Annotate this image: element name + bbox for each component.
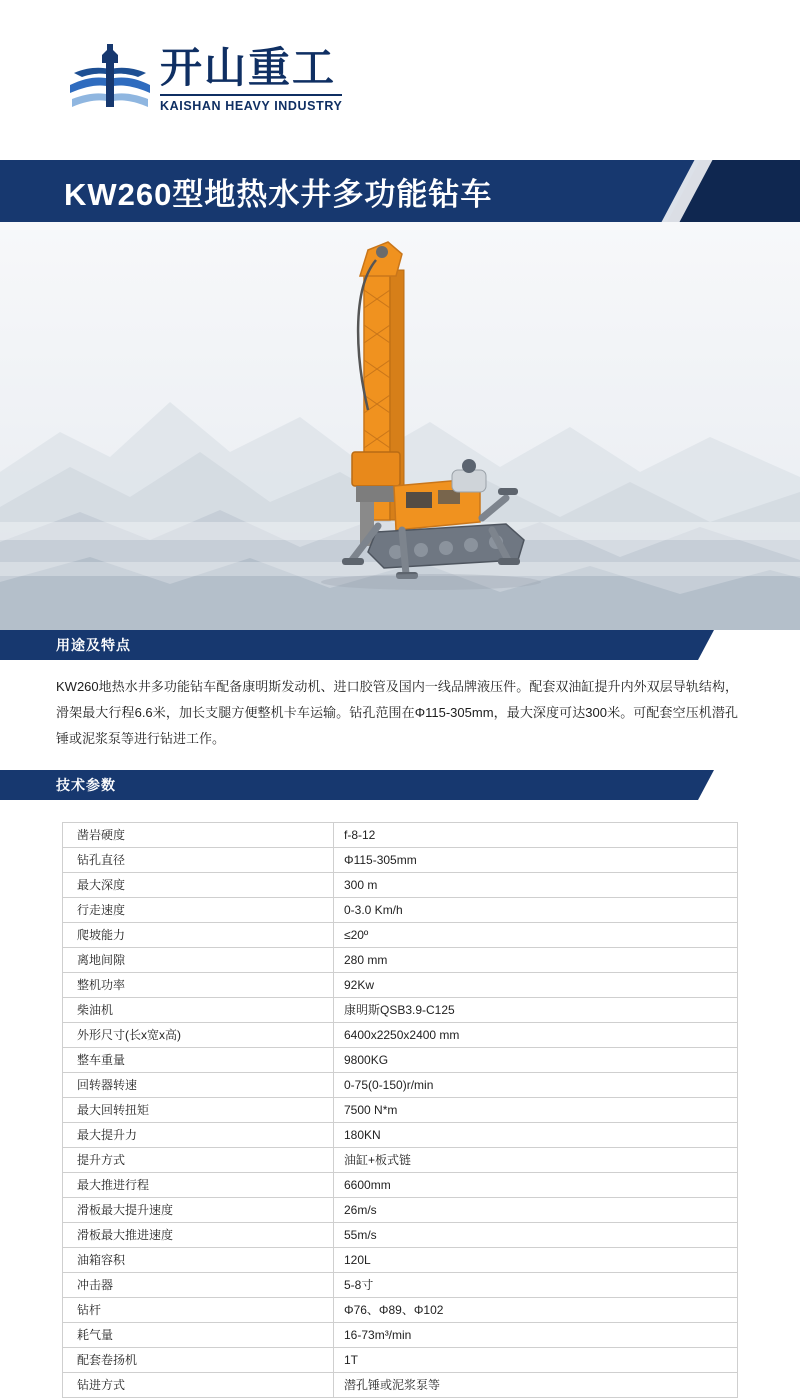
table-row bbox=[63, 1298, 738, 1323]
spec-name-cell: 凿岩硬度 bbox=[63, 823, 334, 848]
product-hero-image bbox=[0, 222, 800, 630]
section-heading-specs bbox=[0, 770, 800, 800]
spec-name-cell: 最大回转扭矩 bbox=[63, 1098, 334, 1123]
spec-value-cell: 92Kw bbox=[334, 973, 738, 998]
spec-value-cell: 6600mm bbox=[334, 1173, 738, 1198]
spec-name-cell: 滑板最大提升速度 bbox=[63, 1198, 334, 1223]
table-row bbox=[63, 1023, 738, 1048]
page-title: KW260型地热水井多功能钻车 bbox=[64, 176, 493, 212]
features-heading-accent-light bbox=[698, 630, 800, 660]
spec-value-cell: 油缸+板式链 bbox=[334, 1148, 738, 1173]
spec-value-cell: f-8-12 bbox=[334, 823, 738, 848]
spec-value-cell: 9800KG bbox=[334, 1048, 738, 1073]
table-row bbox=[63, 1148, 738, 1173]
spec-name-cell: 回转器转速 bbox=[63, 1073, 334, 1098]
spec-name-cell: 配套卷扬机 bbox=[63, 1348, 334, 1373]
spec-name-cell: 离地间隙 bbox=[63, 948, 334, 973]
spec-name-cell: 提升方式 bbox=[63, 1148, 334, 1173]
brand-wordmark bbox=[160, 47, 342, 113]
table-row bbox=[63, 973, 738, 998]
table-row bbox=[63, 948, 738, 973]
table-row bbox=[63, 848, 738, 873]
spec-value-cell: Φ76、Φ89、Φ102 bbox=[334, 1298, 738, 1323]
spec-value-cell: 5-8寸 bbox=[334, 1273, 738, 1298]
table-row bbox=[63, 1323, 738, 1348]
section-heading-features-label: 用途及特点 bbox=[56, 637, 131, 653]
table-row bbox=[63, 1098, 738, 1123]
table-row bbox=[63, 1123, 738, 1148]
spec-value-cell: 280 mm bbox=[334, 948, 738, 973]
table-row bbox=[63, 1373, 738, 1398]
spec-name-cell: 整车重量 bbox=[63, 1048, 334, 1073]
brand-header bbox=[0, 0, 800, 160]
table-row bbox=[63, 1048, 738, 1073]
specifications-table bbox=[62, 822, 738, 1398]
spec-value-cell: 0-3.0 Km/h bbox=[334, 898, 738, 923]
brand-name-en: KAISHAN HEAVY INDUSTRY bbox=[160, 94, 342, 113]
spec-value-cell: 300 m bbox=[334, 873, 738, 898]
spec-name-cell: 滑板最大推进速度 bbox=[63, 1223, 334, 1248]
spec-value-cell: ≤20º bbox=[334, 923, 738, 948]
table-row bbox=[63, 898, 738, 923]
table-row bbox=[63, 1348, 738, 1373]
spec-value-cell: 0-75(0-150)r/min bbox=[334, 1073, 738, 1098]
table-row bbox=[63, 1073, 738, 1098]
table-row bbox=[63, 823, 738, 848]
spec-name-cell: 钻杆 bbox=[63, 1298, 334, 1323]
table-row bbox=[63, 1223, 738, 1248]
spec-name-cell: 柴油机 bbox=[63, 998, 334, 1023]
spec-name-cell: 钻进方式 bbox=[63, 1373, 334, 1398]
spec-value-cell: 55m/s bbox=[334, 1223, 738, 1248]
table-row bbox=[63, 998, 738, 1023]
table-row bbox=[63, 1248, 738, 1273]
spec-value-cell: 120L bbox=[334, 1248, 738, 1273]
spec-name-cell: 冲击器 bbox=[63, 1273, 334, 1298]
table-row bbox=[63, 873, 738, 898]
brand-name-cn: 开山重工 bbox=[160, 45, 337, 92]
drilling-rig-illustration bbox=[256, 230, 556, 600]
spec-name-cell: 外形尺寸(长x宽x高) bbox=[63, 1023, 334, 1048]
spec-name-cell: 整机功率 bbox=[63, 973, 334, 998]
spec-value-cell: 26m/s bbox=[334, 1198, 738, 1223]
spec-name-cell: 油箱容积 bbox=[63, 1248, 334, 1273]
spec-value-cell: 6400x2250x2400 mm bbox=[334, 1023, 738, 1048]
spec-name-cell: 钻孔直径 bbox=[63, 848, 334, 873]
spec-value-cell: 7500 N*m bbox=[334, 1098, 738, 1123]
spec-name-cell: 最大推进行程 bbox=[63, 1173, 334, 1198]
spec-name-cell: 爬坡能力 bbox=[63, 923, 334, 948]
features-paragraph: KW260地热水井多功能钻车配备康明斯发动机、进口胶管及国内一线品牌液压件。配套双油缸提升内外双层导轨结构，滑架最大行程6.6米，加长支腿方便整机卡车运输。钻孔范围在Φ115-305mm，最大深度可达300米。可配套空压机潜孔锤或泥浆泵等进行钻进工作。 bbox=[56, 679, 738, 746]
section-heading-features bbox=[0, 630, 800, 660]
spec-value-cell: 潜孔锤或泥浆泵等 bbox=[334, 1373, 738, 1398]
spec-value-cell: Φ115-305mm bbox=[334, 848, 738, 873]
spec-value-cell: 16-73m³/min bbox=[334, 1323, 738, 1348]
table-row bbox=[63, 1173, 738, 1198]
spec-value-cell: 180KN bbox=[334, 1123, 738, 1148]
spec-name-cell: 耗气量 bbox=[63, 1323, 334, 1348]
table-row bbox=[63, 923, 738, 948]
product-title-band bbox=[0, 160, 800, 222]
spec-value-cell: 康明斯QSB3.9-C125 bbox=[334, 998, 738, 1023]
spec-name-cell: 最大深度 bbox=[63, 873, 334, 898]
specs-heading-accent-light bbox=[698, 770, 800, 800]
spec-name-cell: 最大提升力 bbox=[63, 1123, 334, 1148]
kaishan-logo-icon bbox=[66, 43, 154, 117]
table-row bbox=[63, 1273, 738, 1298]
spec-value-cell: 1T bbox=[334, 1348, 738, 1373]
specs-table-wrapper bbox=[0, 800, 800, 1398]
table-row bbox=[63, 1198, 738, 1223]
section-heading-specs-label: 技术参数 bbox=[56, 777, 116, 793]
spec-name-cell: 行走速度 bbox=[63, 898, 334, 923]
